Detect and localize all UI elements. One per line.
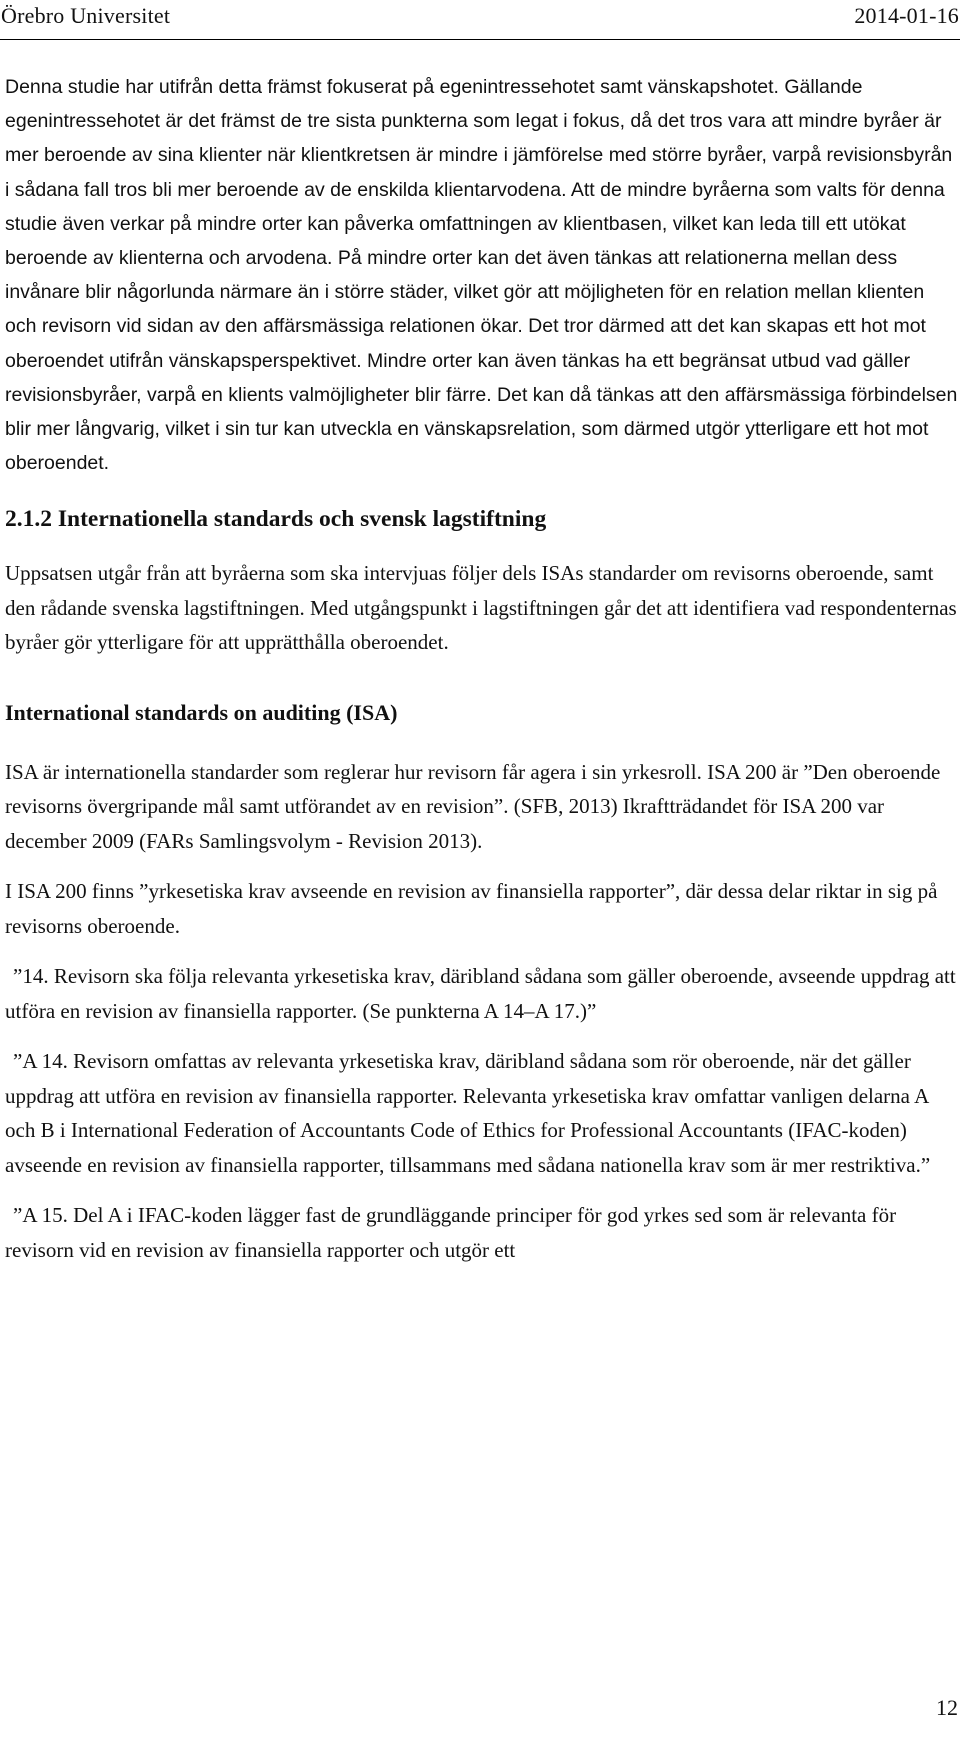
quote-a14: ”A 14. Revisorn omfattas av relevanta yrkesetiska krav, däribland sådana som rör oberoende, när det gäller uppdrag att utföra en revision av finansiella rapporter. Relevanta yrkesetiska krav omfattar vanligen delarna A och B i International Federation of Accountants Code of Ethics for Professional Accountants (IFAC-koden) avseende en revision av finansiella rapporter, tillsammans med sådana nationella krav som är mer restriktiva.”: [5, 1049, 931, 1177]
paragraph-intro: Uppsatsen utgår från att byråerna som ska intervjuas följer dels ISAs standarder om revisorns oberoende, samt den rådande svenska lagstiftningen. Med utgångspunkt i lagstiftningen går det att identifiera vad respondenternas byråer gör ytterligare för att upprätthålla oberoendet.: [5, 561, 957, 655]
header-rule: [0, 39, 960, 40]
paragraph-isa: ISA är internationella standarder som reglerar hur revisorn får agera i sin yrkesroll. ISA 200 är ”Den oberoende revisorns övergripande mål samt utförandet av en revision”. (SFB, 2013) Ikraftträdandet för ISA 200 var december 2009 (FARs Samlingsvolym - Revision 2013).: [5, 759, 941, 853]
header-date: 2014-01-16: [854, 3, 959, 28]
document-body: [5, 70, 960, 1267]
subheading-isa: International standards on auditing (ISA): [5, 699, 398, 725]
page-header: [0, 0, 960, 40]
paragraph-isa200: I ISA 200 finns ”yrkesetiska krav avseende en revision av finansiella rapporter”, där dessa delar riktar in sig på revisorns oberoende.: [5, 879, 938, 938]
quote-14: ”14. Revisorn ska följa relevanta yrkesetiska krav, däribland sådana som gäller oberoende, avseende uppdrag att utföra en revision av finansiella rapporter. (Se punkterna A 14–A 17.)”: [5, 964, 956, 1023]
section-heading: 2.1.2 Internationella standards och svensk lagstiftning: [5, 506, 547, 533]
page-number: 12: [936, 1695, 958, 1720]
header-university: Örebro Universitet: [1, 3, 171, 28]
paragraph-threats: Denna studie har utifrån detta främst fokuserat på egenintressehotet samt vänskapshotet. Gällande egenintressehotet är det främst de tre sista punkterna som legat i fokus, då det tros vara att mindre byråer är mer beroende av sina klienter när klientkretsen är mindre i jämförelse med större byråer, varpå revisionsbyrån i sådana fall tros bli mer beroende av de enskilda klientarvodena. Att de mindre byråerna som valts för denna studie även verkar på mindre orter kan påverka omfattningen av klientbasen, vilket kan leda till ett utökat beroende av klienterna och arvodena. På mindre orter kan det även tänkas att relationerna mellan dess invånare blir någorlunda närmare än i större städer, vilket gör att möjligheten för en relation mellan klienten och revisorn vid sidan av den affärsmässiga relationen ökar. Det tror därmed att det kan skapas ett hot mot oberoendet utifrån vänskapsperspektivet. Mindre orter kan även tänkas ha ett begränsat utbud vad gäller revisionsbyråer, varpå en klients valmöjligheter blir färre. Det kan då tänkas att den affärsmässiga förbindelsen blir mer långvarig, vilket i sin tur kan utveckla en vänskapsrelation, som därmed utgör ytterligare ett hot mot oberoendet.: [5, 76, 958, 475]
quote-a15: ”A 15. Del A i IFAC-koden lägger fast de grundläggande principer för god yrkes sed som är relevanta för revisorn vid en revision av finansiella rapporter och utgör ett: [5, 1203, 897, 1262]
